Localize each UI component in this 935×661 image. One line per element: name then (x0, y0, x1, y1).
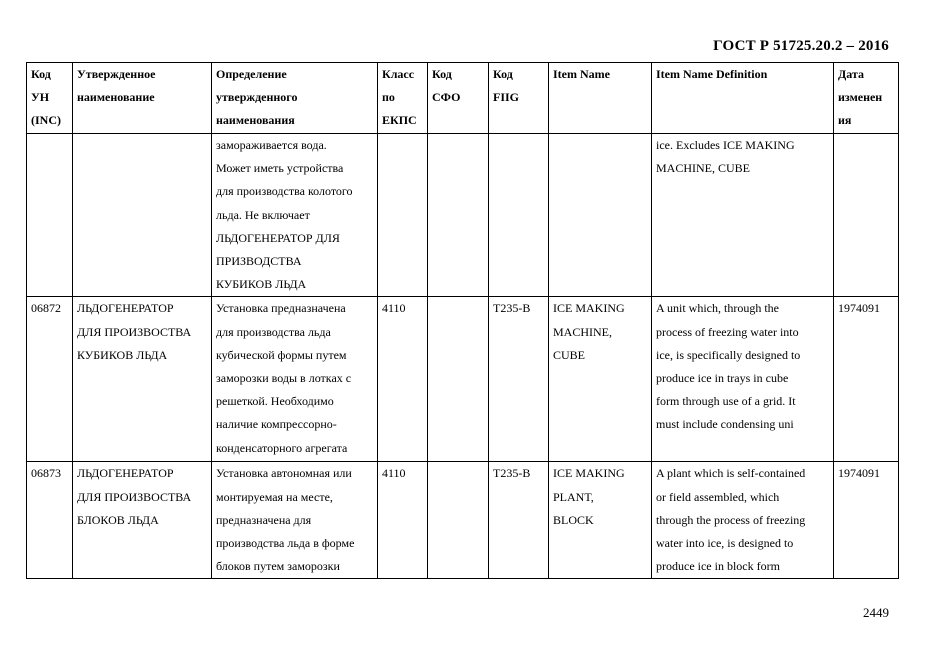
header-item-name (549, 63, 652, 134)
header-line: изменен (838, 90, 883, 105)
cell-approved-name (73, 134, 212, 297)
header-line: УН (31, 90, 50, 105)
cell-text-line: 1974091 (838, 301, 880, 316)
cell-text-line: A plant which is self-contained (656, 466, 806, 481)
cell-code-sfo (428, 297, 489, 462)
cell-text-line: замораживается вода. (216, 138, 327, 152)
cell-text-line: кубической формы путем (216, 347, 347, 362)
cell-text-line: must include condensing uni (656, 417, 794, 432)
cell-text-line: для производства колотого (216, 184, 353, 199)
cell-text-line: 4110 (382, 301, 406, 316)
cell-text-line: T235-B (493, 301, 531, 316)
cell-definition (212, 462, 378, 579)
cell-text-line: решеткой. Необходимо (216, 394, 334, 409)
cell-text-line: блоков путем заморозки (216, 559, 340, 574)
cell-text-line: produce ice in block form (656, 559, 780, 574)
cell-text-line: производства льда в форме (216, 536, 355, 551)
cell-text-line: 06872 (31, 301, 61, 316)
header-line: Дата (838, 67, 864, 81)
document-code: ГОСТ Р 51725.20.2 – 2016 (713, 38, 889, 54)
cell-text-line: предназначена для (216, 512, 312, 527)
cell-text-line: Может иметь устройства (216, 161, 344, 176)
catalog-table (26, 62, 899, 579)
cell-text-line: MACHINE, (553, 324, 612, 339)
cell-text-line: T235-B (493, 466, 531, 481)
header-line: по (382, 90, 395, 105)
cell-text-line: КУБИКОВ ЛЬДА (216, 277, 307, 292)
cell-text-line: CUBE (553, 347, 586, 362)
cell-text-line: or field assembled, which (656, 489, 780, 504)
cell-change-date (834, 297, 899, 462)
header-class-ekps (378, 63, 428, 134)
cell-item-name (549, 297, 652, 462)
cell-text-line: Установка предназначена (216, 301, 346, 316)
cell-definition (212, 134, 378, 297)
cell-code-fiig (489, 462, 549, 579)
cell-change-date (834, 462, 899, 579)
cell-text-line: ДЛЯ ПРОИЗВОСТВА (77, 489, 192, 504)
cell-code-inc (27, 462, 73, 579)
cell-text-line: 1974091 (838, 466, 880, 481)
cell-item-name (549, 462, 652, 579)
header-change-date (834, 63, 899, 134)
cell-text-line: БЛОКОВ ЛЬДА (77, 512, 159, 527)
cell-text-line: through the process of freezing (656, 512, 806, 527)
cell-text-line: water into ice, is designed to (656, 536, 794, 551)
table-row (27, 462, 899, 579)
cell-change-date (834, 134, 899, 297)
cell-text-line: льда. Не включает (216, 207, 310, 222)
cell-approved-name (73, 462, 212, 579)
cell-text-line: конденсаторного агрегата (216, 440, 348, 455)
header-line: (INC) (31, 113, 61, 128)
header-code-inc (27, 63, 73, 134)
header-line: Определение (216, 67, 287, 81)
header-line: Код (31, 67, 51, 81)
cell-text-line: ice, is specifically designed to (656, 347, 801, 362)
header-line: наименование (77, 90, 155, 105)
cell-text-line: A unit which, through the (656, 301, 779, 316)
header-line: утвержденного (216, 90, 298, 105)
table-header-row (27, 63, 899, 134)
header-line: ия (838, 113, 852, 128)
cell-text-line: ice. Excludes ICE MAKING (656, 138, 795, 152)
header-line: FIIG (493, 90, 520, 105)
cell-item-name (549, 134, 652, 297)
cell-text-line: монтируемая на месте, (216, 489, 333, 504)
cell-text-line: 4110 (382, 466, 406, 481)
header-line: СФО (432, 90, 461, 105)
cell-class-ekps (378, 462, 428, 579)
cell-text-line: 06873 (31, 466, 61, 481)
cell-text-line: produce ice in trays in cube (656, 371, 789, 386)
cell-text-line: КУБИКОВ ЛЬДА (77, 347, 168, 362)
cell-text-line: ЛЬДОГЕНЕРАТОР (77, 466, 174, 481)
cell-text-line: наличие компрессорно- (216, 417, 337, 432)
cell-class-ekps (378, 134, 428, 297)
cell-code-sfo (428, 134, 489, 297)
cell-text-line: ДЛЯ ПРОИЗВОСТВА (77, 324, 192, 339)
header-line: ЕКПС (382, 113, 417, 128)
cell-code-inc (27, 297, 73, 462)
header-line: Код (493, 67, 513, 81)
header-approved-name (73, 63, 212, 134)
cell-code-inc (27, 134, 73, 297)
cell-text-line: для производства льда (216, 324, 331, 339)
cell-text-line: ICE MAKING (553, 466, 625, 481)
cell-item-name-definition (652, 462, 834, 579)
cell-text-line: BLOCK (553, 512, 594, 527)
cell-text-line: form through use of a grid. It (656, 394, 796, 409)
header-line: Код (432, 67, 452, 81)
cell-class-ekps (378, 297, 428, 462)
table-row (27, 297, 899, 462)
cell-text-line: заморозки воды в лотках с (216, 371, 352, 386)
header-line: наименования (216, 113, 295, 128)
header-line: Утвержденное (77, 67, 156, 81)
cell-text-line: ПРИЗВОДСТВА (216, 254, 302, 269)
cell-code-sfo (428, 462, 489, 579)
cell-approved-name (73, 297, 212, 462)
header-item-name-definition (652, 63, 834, 134)
table-row (27, 134, 899, 297)
cell-text-line: process of freezing water into (656, 324, 799, 339)
cell-text-line: ЛЬДОГЕНЕРАТОР ДЛЯ (216, 230, 340, 245)
header-code-sfo (428, 63, 489, 134)
cell-item-name-definition (652, 134, 834, 297)
header-line: Класс (382, 67, 415, 81)
page-number: 2449 (863, 605, 889, 620)
header-line: Item Name Definition (656, 67, 768, 81)
cell-code-fiig (489, 134, 549, 297)
header-definition (212, 63, 378, 134)
cell-code-fiig (489, 297, 549, 462)
cell-text-line: ЛЬДОГЕНЕРАТОР (77, 301, 174, 316)
cell-item-name-definition (652, 297, 834, 462)
cell-definition (212, 297, 378, 462)
cell-text-line: MACHINE, CUBE (656, 161, 751, 176)
cell-text-line: ICE MAKING (553, 301, 625, 316)
header-code-fiig (489, 63, 549, 134)
cell-text-line: Установка автономная или (216, 466, 352, 481)
cell-text-line: PLANT, (553, 489, 594, 504)
header-line: Item Name (553, 67, 610, 81)
